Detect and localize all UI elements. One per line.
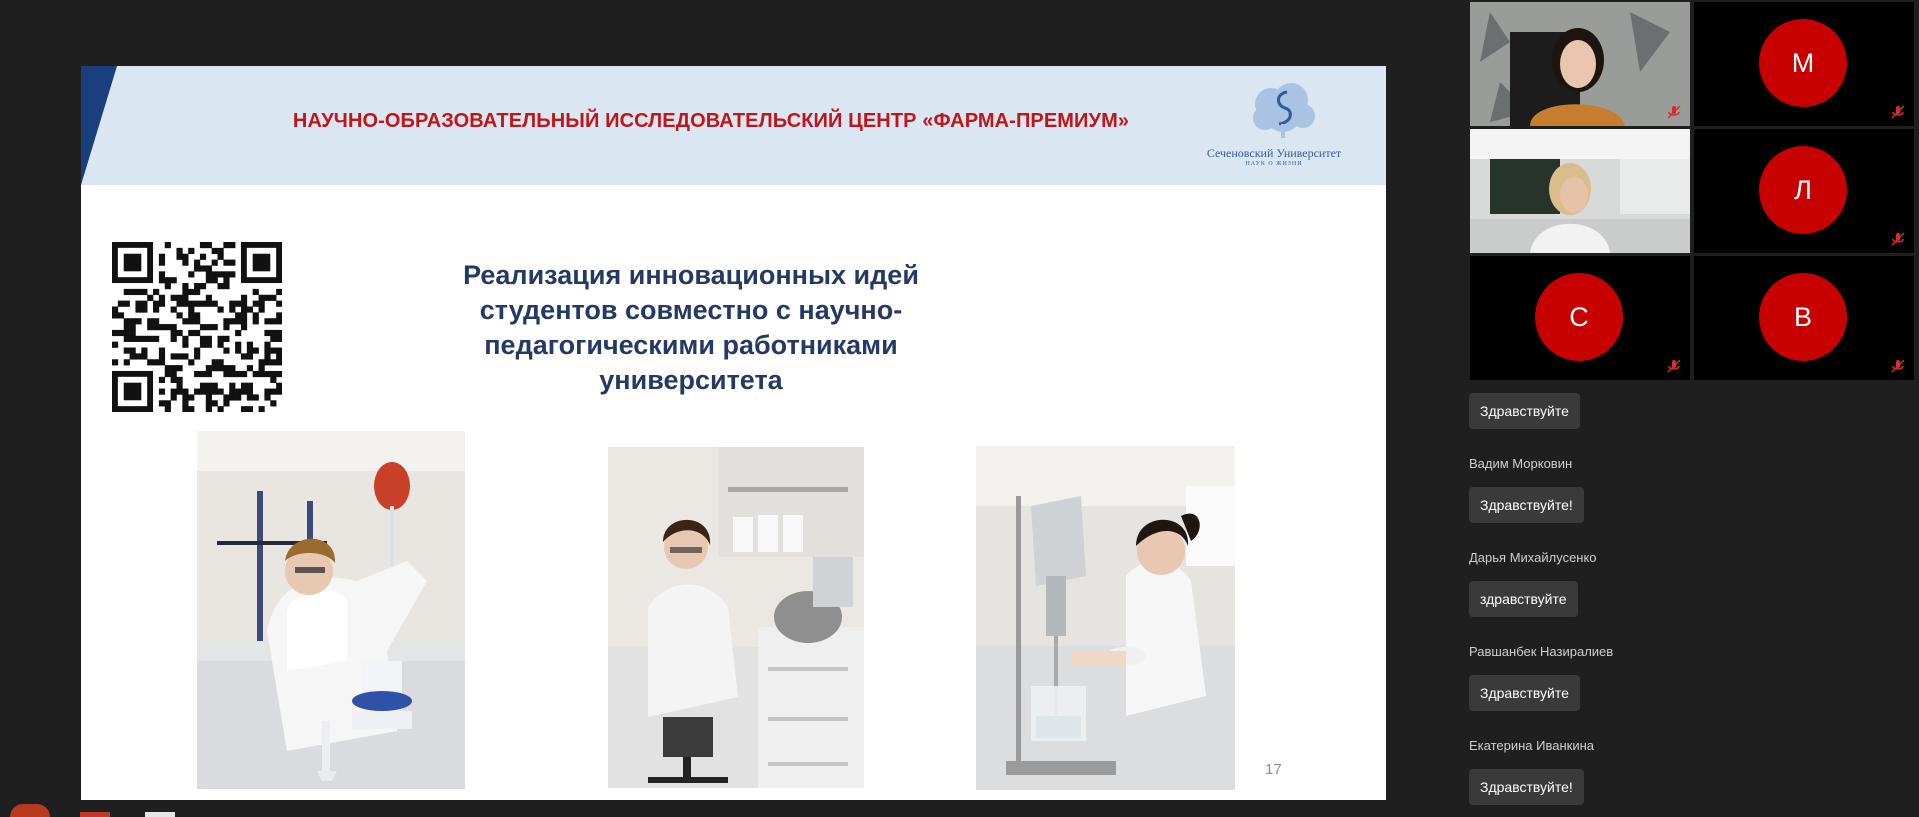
participant-tile-video[interactable]	[1470, 129, 1690, 253]
chat-message-bubble: Здравствуйте	[1469, 393, 1580, 429]
university-logo	[1199, 82, 1349, 174]
slide-heading-line: педагогическими работниками	[484, 330, 898, 360]
participant-video-feed	[1470, 129, 1690, 253]
lab-photo-student-pipette	[197, 431, 465, 789]
participant-video-feed	[1470, 2, 1690, 126]
mic-muted-icon	[1890, 104, 1906, 120]
avatar: Л	[1759, 146, 1847, 234]
lab-photo-student-homogenizer	[976, 446, 1235, 790]
slide-heading-line: студентов совместно с научно-	[479, 295, 903, 325]
slide-heading-line: Реализация инновационных идей	[463, 260, 919, 290]
chat-message-bubble: Здравствуйте!	[1469, 769, 1584, 805]
app-logo-icon[interactable]	[10, 804, 50, 817]
mic-muted-icon	[1890, 231, 1906, 247]
chat-author-name: Екатерина Иванкина	[1469, 738, 1595, 753]
logo-subtitle: НАУК О ЖИЗНИ	[1245, 161, 1303, 167]
chat-message-bubble: Здравствуйте	[1469, 675, 1580, 711]
chat-message-bubble: Здравствуйте!	[1469, 487, 1584, 523]
chat-author-name: Дарья Михайлусенко	[1469, 550, 1597, 565]
presentation-slide	[81, 66, 1386, 800]
chat-author-name: Равшанбек Назиралиев	[1469, 644, 1614, 659]
chat-message-bubble: здравствуйте	[1469, 581, 1578, 617]
slide-header-title: НАУЧНО-ОБРАЗОВАТЕЛЬНЫЙ ИССЛЕДОВАТЕЛЬСКИЙ ЦЕНТР «ФАРМА-ПРЕМИУМ»	[292, 110, 1130, 132]
qr-code	[112, 242, 282, 412]
mic-muted-icon	[1666, 104, 1682, 120]
avatar: В	[1759, 273, 1847, 361]
lab-photo-student-mixer	[608, 447, 864, 788]
chat-author-name: Вадим Морковин	[1469, 456, 1573, 471]
slide-heading	[411, 258, 971, 398]
participant-tile-avatar[interactable]	[1470, 256, 1690, 380]
tree-logo-icon	[1247, 82, 1319, 140]
slide-page-number: 17	[1265, 761, 1282, 778]
participant-tile-avatar[interactable]	[1694, 129, 1914, 253]
toolbar-icon[interactable]	[145, 812, 175, 817]
mic-muted-icon	[1890, 358, 1906, 374]
toolbar-icon[interactable]	[80, 812, 110, 817]
avatar: С	[1535, 273, 1623, 361]
participant-tile-avatar[interactable]	[1694, 2, 1914, 126]
participant-tile-video[interactable]	[1470, 2, 1690, 126]
logo-name: Сеченовский Университет	[1206, 146, 1342, 160]
mic-muted-icon	[1666, 358, 1682, 374]
participant-tile-avatar[interactable]	[1694, 256, 1914, 380]
avatar: М	[1759, 19, 1847, 107]
slide-heading-line: университета	[599, 365, 783, 395]
